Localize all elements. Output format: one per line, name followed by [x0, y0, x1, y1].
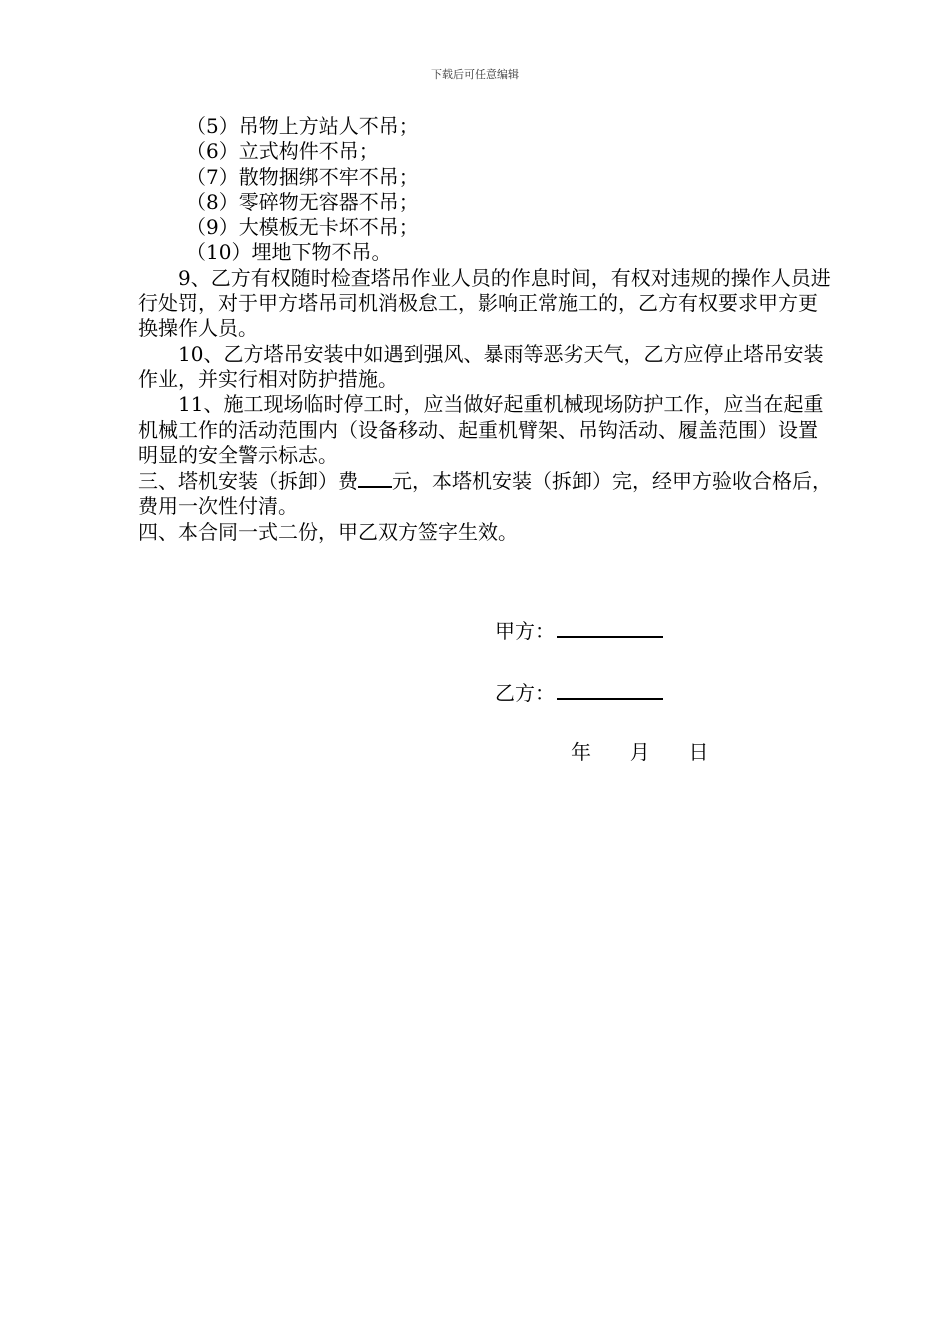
contract-body [138, 114, 833, 545]
fee-blank [358, 468, 392, 488]
party-a-label: 甲方： [495, 619, 555, 643]
party-b-signature [495, 678, 663, 705]
clause-10: 10、乙方塔吊安装中如遇到强风、暴雨等恶劣天气，乙方应停止塔吊安装作业，并实行相对防护措施。 [138, 341, 824, 391]
party-a-signature [495, 616, 663, 643]
section-3-fee [138, 468, 833, 520]
rule-item-6: （6）立式构件不吊； [186, 139, 379, 164]
rule-item-10: （10）埋地下物不吊。 [186, 240, 392, 265]
page-header: 下载后可任意编辑 [431, 68, 519, 81]
rule-item-8: （8）零碎物无容器不吊； [186, 189, 419, 214]
rule-item-7: （7）散物捆绑不牢不吊； [186, 164, 419, 189]
party-a-signature-line [557, 616, 663, 638]
clause-9: 9、乙方有权随时检查塔吊作业人员的作息时间，有权对违规的操作人员进行处罚，对于甲方塔吊司机消极怠工，影响正常施工的，乙方有权要求甲方更换操作人员。 [138, 265, 831, 341]
rule-item-9: （9）大模板无卡坏不吊； [186, 215, 419, 240]
date-year-label: 年 [571, 740, 591, 764]
party-b-label: 乙方： [495, 681, 555, 705]
rule-item-5: （5）吊物上方站人不吊； [186, 114, 419, 138]
section-3-text-after: 元，本塔机安装（拆卸）完，经甲方验收合格后，费用一次性付清。 [138, 469, 832, 519]
date-month-label: 月 [629, 740, 650, 764]
signature-date [571, 740, 708, 764]
clause-11: 11、施工现场临时停工时，应当做好起重机械现场防护工作，应当在起重机械工作的活动范围内（设备移动、起重机臂架、吊钩活动、履盖范围）设置明显的安全警示标志。 [138, 392, 824, 467]
party-b-signature-line [557, 678, 663, 700]
date-day-label: 日 [688, 740, 709, 764]
section-3-text-before: 三、塔机安装（拆卸）费 [138, 469, 358, 494]
section-4: 四、本合同一式二份，甲乙双方签字生效。 [138, 519, 518, 544]
